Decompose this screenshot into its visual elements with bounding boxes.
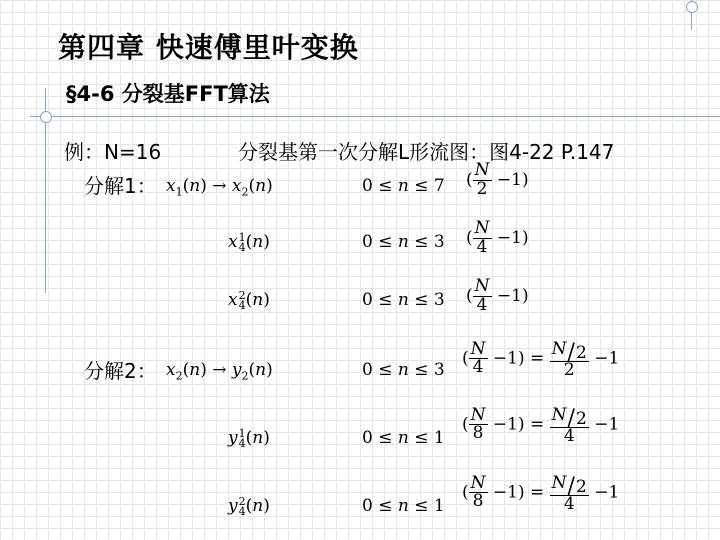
decomposition-1-label: 分解1： [84,174,157,198]
decor-horizontal-line [30,116,720,117]
row1-sequence: $x_1(n) \to x_2(n)$ [166,176,273,199]
row5-length: ( $\frac{N}{8}$ −1) = N / 2 4 −1 [462,404,620,447]
decomposition-2-label: 分解2： [84,359,157,383]
row4-sequence: $x_2(n) \to y_2(n)$ [166,360,273,383]
decor-circle-right [686,1,698,13]
row5-sequence: y 1 4 (n) [228,426,270,450]
row2-length: ( $\frac{N}{4}$ −1) [466,218,529,257]
row2-sequence: x 1 4 (n) [228,230,270,254]
row4-length: ( $\frac{N}{4}$ −1) = N / 2 2 −1 [462,338,620,381]
flow-caption: 分裂基第一次分解L形流图：图4-22 P.147 [238,140,615,164]
row1-range: 0 ≤ n ≤ 7 [362,176,445,196]
decor-circle [40,111,52,123]
slide-title: 第四章 快速傅里叶变换 [58,31,359,64]
row6-range: 0 ≤ n ≤ 1 [362,496,445,516]
row3-range: 0 ≤ n ≤ 3 [362,290,445,310]
row6-sequence: y 2 4 (n) [228,494,270,518]
row3-length: ( $\frac{N}{4}$ −1) [466,276,529,315]
row1-length: ( $\frac{N}{2}$ −1) [466,160,529,199]
example-label: 例：N=16 [64,140,162,164]
row2-range: 0 ≤ n ≤ 3 [362,232,445,252]
row5-range: 0 ≤ n ≤ 1 [362,428,445,448]
row6-length: ( $\frac{N}{8}$ −1) = N / 2 4 −1 [462,472,620,515]
section-heading: §4-6 分裂基FFT算法 [66,82,270,106]
row4-range: 0 ≤ n ≤ 3 [362,360,445,380]
row3-sequence: x 2 4 (n) [228,288,270,312]
